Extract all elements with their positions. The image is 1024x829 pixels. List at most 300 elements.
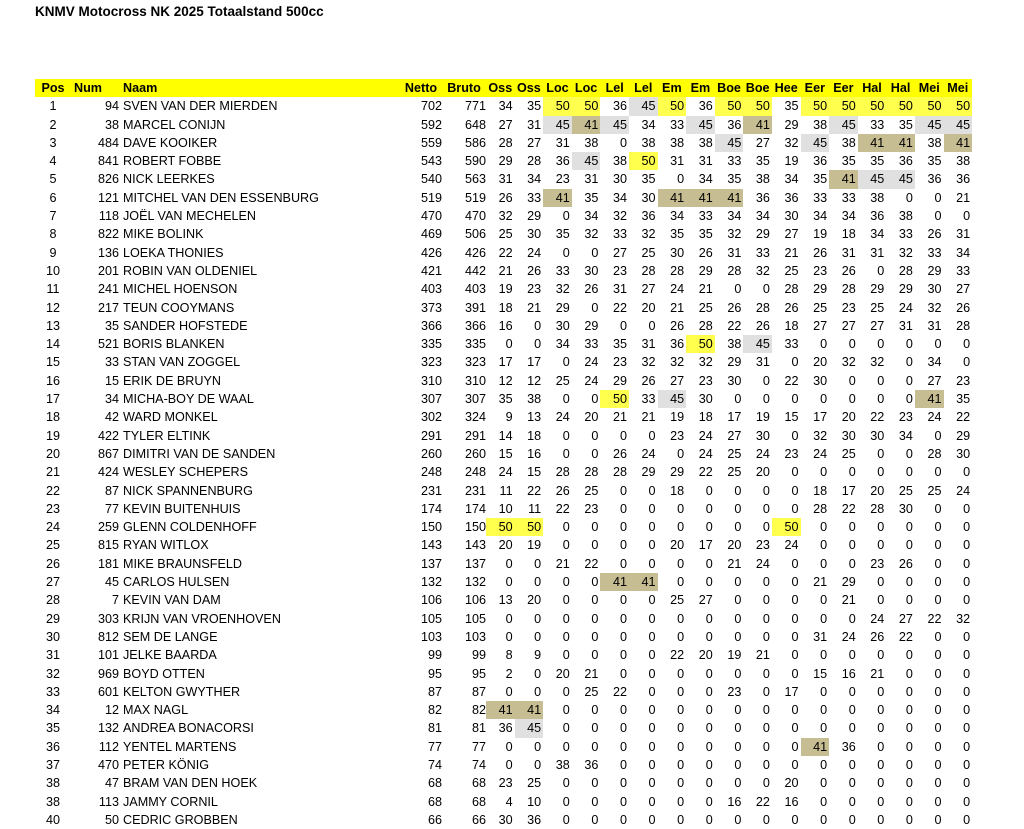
race-score-cell: 30: [956, 446, 971, 461]
race-score-cell: 28: [841, 282, 856, 297]
table-row: [35, 116, 972, 134]
race-score-cell: 0: [705, 812, 713, 827]
netto-cell: 231: [420, 483, 442, 498]
rider-name-cell: PETER KÖNIG: [123, 757, 210, 772]
race-score-cell: 0: [905, 446, 913, 461]
race-score-cell: 0: [562, 776, 570, 791]
race-score-cell: 0: [648, 629, 656, 644]
rider-name-cell: BORIS BLANKEN: [123, 337, 225, 352]
race-score-cell: 19: [784, 154, 799, 169]
rider-name-cell: LOEKA THONIES: [123, 245, 224, 260]
race-score-cell: 0: [534, 629, 542, 644]
netto-cell: 137: [420, 556, 442, 571]
race-score-cell: 0: [734, 666, 742, 681]
position-cell: 38: [45, 794, 60, 809]
race-score-cell: 25: [813, 300, 828, 315]
race-score-cell: 24: [755, 446, 770, 461]
table-row: [35, 353, 972, 371]
race-score-cell: 0: [648, 739, 656, 754]
race-score-cell: 28: [527, 154, 542, 169]
race-score-cell: 0: [848, 794, 856, 809]
race-score-cell: 24: [555, 410, 570, 425]
race-score-cell: 41: [801, 738, 830, 756]
race-score-cell: 19: [813, 227, 828, 242]
race-score-cell: 36: [841, 739, 856, 754]
column-header: Boe: [715, 79, 744, 97]
rider-name-cell: ANDREA BONACORSI: [123, 721, 254, 736]
netto-cell: 543: [420, 154, 442, 169]
race-score-cell: 0: [963, 629, 971, 644]
race-score-cell: 24: [584, 373, 599, 388]
race-score-cell: 26: [841, 263, 856, 278]
race-score-cell: 33: [555, 263, 570, 278]
race-score-cell: 0: [905, 684, 913, 699]
race-score-cell: 0: [762, 373, 770, 388]
race-score-cell: 16: [841, 666, 856, 681]
race-score-cell: 0: [562, 209, 570, 224]
race-score-cell: 0: [848, 757, 856, 772]
race-score-cell: 25: [584, 483, 599, 498]
race-score-cell: 0: [762, 757, 770, 772]
table-body: [35, 97, 972, 829]
race-score-cell: 0: [705, 611, 713, 626]
race-score-cell: 0: [820, 593, 828, 608]
race-score-cell: 10: [527, 794, 542, 809]
race-score-cell: 16: [498, 318, 513, 333]
race-score-cell: 9: [505, 410, 513, 425]
race-score-cell: 24: [584, 355, 599, 370]
race-score-cell: 0: [762, 483, 770, 498]
race-score-cell: 25: [727, 465, 742, 480]
position-cell: 33: [45, 684, 60, 699]
bruto-cell: 231: [464, 483, 486, 498]
race-score-cell: 20: [584, 410, 599, 425]
race-score-cell: 0: [648, 721, 656, 736]
rider-name-cell: ROBERT FOBBE: [123, 154, 222, 169]
race-score-cell: 34: [755, 209, 770, 224]
race-score-cell: 26: [755, 318, 770, 333]
bruto-cell: 366: [464, 318, 486, 333]
race-score-cell: 0: [963, 209, 971, 224]
race-score-cell: 50: [572, 97, 601, 115]
race-score-cell: 41: [600, 573, 629, 591]
race-score-cell: 0: [619, 739, 627, 754]
race-score-cell: 19: [727, 648, 742, 663]
table-row: [35, 280, 972, 298]
race-score-cell: 0: [905, 337, 913, 352]
race-score-cell: 24: [927, 410, 942, 425]
race-score-cell: 0: [905, 739, 913, 754]
race-score-cell: 0: [677, 629, 685, 644]
race-score-cell: 0: [820, 392, 828, 407]
race-score-cell: 36: [612, 99, 627, 114]
race-score-cell: 19: [670, 410, 685, 425]
race-score-cell: 36: [813, 154, 828, 169]
race-score-cell: 0: [963, 648, 971, 663]
position-cell: 14: [45, 337, 60, 352]
race-score-cell: 31: [755, 355, 770, 370]
race-score-cell: 0: [505, 629, 513, 644]
number-cell: 484: [97, 135, 119, 150]
race-score-cell: 15: [813, 666, 828, 681]
bruto-cell: 324: [464, 410, 486, 425]
race-score-cell: 0: [791, 703, 799, 718]
number-cell: 422: [97, 428, 119, 443]
race-score-cell: 0: [705, 520, 713, 535]
rider-name-cell: MITCHEL VAN DEN ESSENBURG: [123, 190, 319, 205]
race-score-cell: 0: [905, 794, 913, 809]
race-score-cell: 35: [527, 99, 542, 114]
race-score-cell: 36: [898, 154, 913, 169]
race-score-cell: 29: [555, 300, 570, 315]
netto-cell: 592: [420, 117, 442, 132]
race-score-cell: 0: [619, 520, 627, 535]
race-score-cell: 0: [762, 575, 770, 590]
race-score-cell: 29: [870, 282, 885, 297]
bruto-cell: 132: [464, 575, 486, 590]
race-score-cell: 32: [784, 135, 799, 150]
race-score-cell: 18: [698, 410, 713, 425]
race-score-cell: 26: [898, 556, 913, 571]
rider-name-cell: DAVE KOOIKER: [123, 135, 218, 150]
number-cell: 121: [97, 190, 119, 205]
race-score-cell: 33: [784, 337, 799, 352]
race-score-cell: 18: [527, 428, 542, 443]
race-score-cell: 32: [755, 263, 770, 278]
race-score-cell: 0: [734, 703, 742, 718]
race-score-cell: 0: [677, 812, 685, 827]
race-score-cell: 38: [698, 135, 713, 150]
bruto-cell: 260: [464, 446, 486, 461]
race-score-cell: 0: [591, 446, 599, 461]
netto-cell: 74: [427, 757, 442, 772]
rider-name-cell: NICK SPANNENBURG: [123, 483, 253, 498]
race-score-cell: 31: [956, 227, 971, 242]
race-score-cell: 35: [870, 154, 885, 169]
race-score-cell: 22: [727, 318, 742, 333]
netto-cell: 540: [420, 172, 442, 187]
race-score-cell: 0: [820, 520, 828, 535]
race-score-cell: 35: [898, 117, 913, 132]
race-score-cell: 17: [784, 684, 799, 699]
race-score-cell: 38: [755, 172, 770, 187]
race-score-cell: 0: [619, 593, 627, 608]
race-score-cell: 26: [698, 245, 713, 260]
race-score-cell: 0: [963, 538, 971, 553]
number-cell: 822: [97, 227, 119, 242]
race-score-cell: 0: [591, 721, 599, 736]
race-score-cell: 0: [562, 245, 570, 260]
race-score-cell: 45: [858, 170, 887, 188]
race-score-cell: 27: [956, 282, 971, 297]
bruto-cell: 66: [471, 812, 486, 827]
race-score-cell: 0: [619, 757, 627, 772]
race-score-cell: 0: [848, 373, 856, 388]
race-score-cell: 23: [612, 355, 627, 370]
race-score-cell: 0: [820, 757, 828, 772]
table-row: [35, 262, 972, 280]
race-score-cell: 23: [670, 428, 685, 443]
race-score-cell: 22: [927, 611, 942, 626]
number-cell: 35: [104, 318, 119, 333]
netto-cell: 68: [427, 776, 442, 791]
race-score-cell: 0: [877, 392, 885, 407]
race-score-cell: 29: [784, 117, 799, 132]
race-score-cell: 0: [705, 703, 713, 718]
race-score-cell: 34: [870, 227, 885, 242]
bruto-cell: 323: [464, 355, 486, 370]
position-cell: 26: [45, 556, 60, 571]
race-score-cell: 26: [584, 282, 599, 297]
race-score-cell: 0: [848, 392, 856, 407]
race-score-cell: 27: [641, 282, 656, 297]
race-score-cell: 31: [498, 172, 513, 187]
race-score-cell: 21: [841, 593, 856, 608]
race-score-cell: 32: [555, 282, 570, 297]
race-score-cell: 45: [572, 152, 601, 170]
race-score-cell: 0: [905, 703, 913, 718]
race-score-cell: 22: [755, 794, 770, 809]
race-score-cell: 0: [505, 575, 513, 590]
race-score-cell: 0: [677, 520, 685, 535]
race-score-cell: 21: [527, 300, 542, 315]
race-score-cell: 29: [956, 428, 971, 443]
race-score-cell: 24: [956, 483, 971, 498]
bruto-cell: 103: [464, 629, 486, 644]
race-score-cell: 34: [956, 245, 971, 260]
race-score-cell: 0: [963, 812, 971, 827]
race-score-cell: 22: [527, 483, 542, 498]
race-score-cell: 0: [677, 611, 685, 626]
race-score-cell: 20: [498, 538, 513, 553]
race-score-cell: 0: [562, 629, 570, 644]
bruto-cell: 95: [471, 666, 486, 681]
race-score-cell: 26: [927, 227, 942, 242]
race-score-cell: 27: [870, 318, 885, 333]
race-score-cell: 24: [698, 446, 713, 461]
race-score-cell: 0: [820, 556, 828, 571]
race-score-cell: 0: [591, 593, 599, 608]
table-row: [35, 555, 972, 573]
position-cell: 9: [49, 245, 57, 260]
race-score-cell: 0: [562, 812, 570, 827]
race-score-cell: 23: [813, 263, 828, 278]
race-score-cell: 0: [677, 446, 685, 461]
race-score-cell: 0: [762, 501, 770, 516]
netto-cell: 323: [420, 355, 442, 370]
race-score-cell: 23: [956, 373, 971, 388]
race-score-cell: 36: [698, 99, 713, 114]
race-score-cell: 18: [813, 483, 828, 498]
column-header: Oss: [515, 79, 544, 97]
number-cell: 45: [104, 575, 119, 590]
race-score-cell: 0: [963, 703, 971, 718]
position-cell: 23: [45, 501, 60, 516]
race-score-cell: 26: [727, 300, 742, 315]
race-score-cell: 35: [698, 227, 713, 242]
race-score-cell: 41: [944, 134, 973, 152]
race-score-cell: 30: [898, 501, 913, 516]
race-score-cell: 13: [527, 410, 542, 425]
race-score-cell: 41: [829, 170, 858, 188]
race-score-cell: 33: [727, 154, 742, 169]
race-score-cell: 36: [870, 209, 885, 224]
race-score-cell: 35: [498, 392, 513, 407]
race-score-cell: 0: [963, 556, 971, 571]
race-score-cell: 26: [555, 483, 570, 498]
race-score-cell: 33: [898, 227, 913, 242]
race-score-cell: 0: [934, 538, 942, 553]
race-score-cell: 29: [612, 373, 627, 388]
race-score-cell: 35: [755, 154, 770, 169]
race-score-cell: 0: [734, 776, 742, 791]
race-score-cell: 0: [591, 575, 599, 590]
table-row: [35, 134, 972, 152]
race-score-cell: 0: [505, 337, 513, 352]
race-score-cell: 32: [584, 227, 599, 242]
bruto-cell: 137: [464, 556, 486, 571]
race-score-cell: 32: [870, 355, 885, 370]
race-score-cell: 0: [877, 739, 885, 754]
race-score-cell: 0: [534, 318, 542, 333]
race-score-cell: 41: [886, 134, 915, 152]
race-score-cell: 22: [898, 629, 913, 644]
table-row: [35, 335, 972, 353]
race-score-cell: 28: [727, 263, 742, 278]
rider-name-cell: STAN VAN ZOGGEL: [123, 355, 241, 370]
race-score-cell: 0: [677, 776, 685, 791]
race-score-cell: 0: [534, 575, 542, 590]
race-score-cell: 0: [820, 538, 828, 553]
rider-name-cell: WESLEY SCHEPERS: [123, 465, 249, 480]
number-cell: 841: [97, 154, 119, 169]
race-score-cell: 31: [527, 117, 542, 132]
race-score-cell: 0: [934, 593, 942, 608]
race-score-cell: 0: [705, 666, 713, 681]
race-score-cell: 28: [898, 263, 913, 278]
number-cell: 812: [97, 629, 119, 644]
number-cell: 132: [97, 721, 119, 736]
race-score-cell: 0: [591, 611, 599, 626]
race-score-cell: 0: [877, 465, 885, 480]
race-score-cell: 23: [841, 300, 856, 315]
race-score-cell: 0: [648, 501, 656, 516]
race-score-cell: 0: [934, 428, 942, 443]
race-score-cell: 0: [934, 501, 942, 516]
position-cell: 24: [45, 520, 60, 535]
race-score-cell: 0: [705, 483, 713, 498]
column-header: Loc: [572, 79, 601, 97]
race-score-cell: 0: [562, 593, 570, 608]
race-score-cell: 0: [562, 794, 570, 809]
race-score-cell: 0: [877, 812, 885, 827]
race-score-cell: 0: [820, 721, 828, 736]
race-score-cell: 0: [905, 465, 913, 480]
bruto-cell: 403: [464, 282, 486, 297]
netto-cell: 519: [420, 190, 442, 205]
race-score-cell: 0: [648, 318, 656, 333]
rider-name-cell: MAX NAGL: [123, 703, 189, 718]
number-cell: 136: [97, 245, 119, 260]
race-score-cell: 50: [600, 390, 629, 408]
race-score-cell: 25: [898, 483, 913, 498]
bruto-cell: 470: [464, 209, 486, 224]
race-score-cell: 25: [870, 300, 885, 315]
bruto-cell: 563: [464, 172, 486, 187]
race-score-cell: 29: [813, 282, 828, 297]
race-score-cell: 17: [841, 483, 856, 498]
race-score-cell: 26: [813, 245, 828, 260]
race-score-cell: 0: [963, 666, 971, 681]
number-cell: 969: [97, 666, 119, 681]
race-score-cell: 28: [813, 501, 828, 516]
position-cell: 1: [49, 99, 57, 114]
race-score-cell: 0: [677, 794, 685, 809]
race-score-cell: 26: [527, 263, 542, 278]
race-score-cell: 45: [543, 116, 572, 134]
race-score-cell: 17: [527, 355, 542, 370]
race-score-cell: 24: [784, 538, 799, 553]
race-score-cell: 29: [698, 263, 713, 278]
race-score-cell: 0: [677, 721, 685, 736]
race-score-cell: 30: [841, 428, 856, 443]
race-score-cell: 0: [705, 757, 713, 772]
race-score-cell: 0: [619, 703, 627, 718]
rider-name-cell: ERIK DE BRUYN: [123, 373, 221, 388]
race-score-cell: 34: [555, 337, 570, 352]
race-score-cell: 21: [641, 410, 656, 425]
rider-name-cell: TEUN COOYMANS: [123, 300, 235, 315]
header-row: [35, 79, 972, 97]
race-score-cell: 0: [762, 739, 770, 754]
race-score-cell: 38: [927, 135, 942, 150]
netto-cell: 105: [420, 611, 442, 626]
race-score-cell: 0: [791, 611, 799, 626]
table-row: [35, 628, 972, 646]
race-score-cell: 28: [498, 135, 513, 150]
race-score-cell: 0: [791, 465, 799, 480]
netto-cell: 150: [420, 520, 442, 535]
race-score-cell: 32: [498, 209, 513, 224]
race-score-cell: 0: [762, 812, 770, 827]
table-row: [35, 518, 972, 536]
number-cell: 38: [104, 117, 119, 132]
race-score-cell: 35: [555, 227, 570, 242]
race-score-cell: 0: [905, 520, 913, 535]
race-score-cell: 34: [841, 209, 856, 224]
rider-name-cell: TYLER ELTINK: [123, 428, 211, 443]
race-score-cell: 45: [743, 335, 772, 353]
race-score-cell: 0: [619, 648, 627, 663]
race-score-cell: 41: [629, 573, 658, 591]
race-score-cell: 38: [670, 135, 685, 150]
race-score-cell: 30: [727, 373, 742, 388]
race-score-cell: 0: [791, 629, 799, 644]
race-score-cell: 23: [727, 684, 742, 699]
race-score-cell: 0: [648, 812, 656, 827]
race-score-cell: 0: [934, 721, 942, 736]
race-score-cell: 0: [619, 135, 627, 150]
race-score-cell: 31: [870, 245, 885, 260]
race-score-cell: 35: [612, 337, 627, 352]
race-score-cell: 20: [870, 483, 885, 498]
number-cell: 826: [97, 172, 119, 187]
race-score-cell: 21: [612, 410, 627, 425]
rider-name-cell: MICHEL HOENSON: [123, 282, 238, 297]
race-score-cell: 0: [877, 794, 885, 809]
race-score-cell: 34: [898, 428, 913, 443]
race-score-cell: 0: [905, 593, 913, 608]
